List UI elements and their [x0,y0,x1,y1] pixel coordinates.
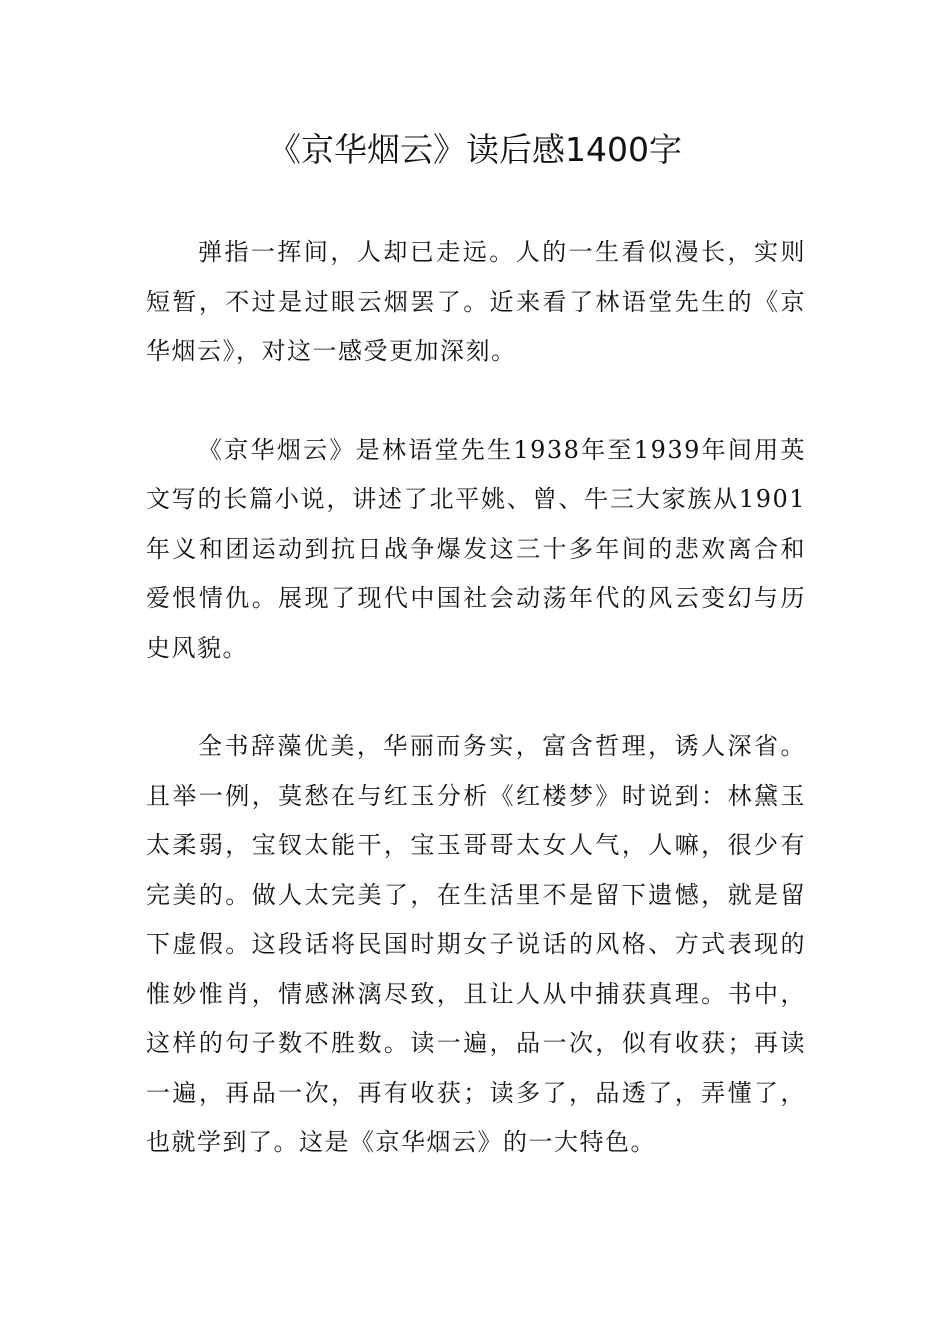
document-body [146,228,806,1217]
paragraph-3: 全书辞藻优美，华丽而务实，富含哲理，诱人深省。且举一例，莫愁在与红玉分析《红楼梦》时说到：林黛玉太柔弱，宝钗太能干，宝玉哥哥太女人气，人嘛，很少有完美的。做人太完美了，在生活里不是留下遗憾，就是留下虚假。这段话将民国时期女子说话的风格、方式表现的惟妙惟肖，情感淋漓尽致，且让人从中捕获真理。书中，这样的句子数不胜数。读一遍，品一次，似有收获；再读一遍，再品一次，再有收获；读多了，品透了，弄懂了，也就学到了。这是《京华烟云》的一大特色。 [146,732,806,1156]
paragraph-2: 《京华烟云》是林语堂先生1938年至1939年间用英文写的长篇小说，讲述了北平姚、曾、牛三大家族从1901年义和团运动到抗日战争爆发这三十多年间的悲欢离合和爱恨情仇。展现了现代中国社会动荡年代的风云变幻与历史风貌。 [146,435,806,662]
document-title: 《京华烟云》读后感1400字 [268,130,682,169]
paragraph-1: 弹指一挥间，人却已走远。人的一生看似漫长，实则短暂，不过是过眼云烟罢了。近来看了林语堂先生的《京华烟云》，对这一感受更加深刻。 [146,238,806,365]
